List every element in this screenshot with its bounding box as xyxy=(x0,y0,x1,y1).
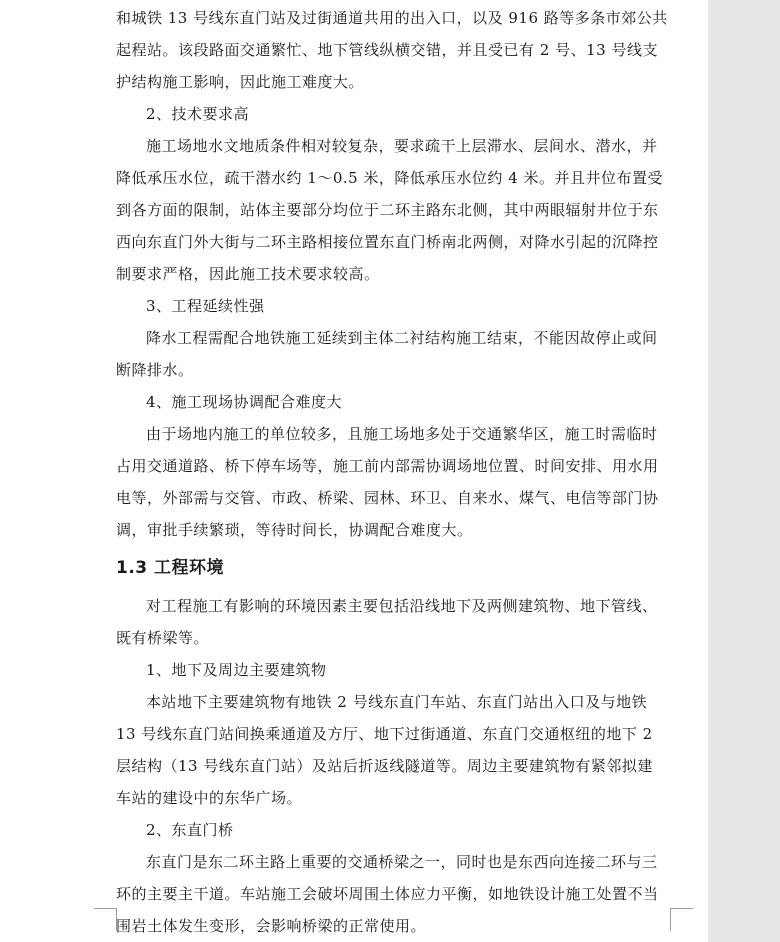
text-line: 对工程施工有影响的环境因素主要包括沿线地下及两侧建筑物、地下管线、 xyxy=(146,597,658,615)
text-line: 层结构（13 号线东直门站）及站后折返线隧道等。周边主要建筑物有紧邻拟建 xyxy=(116,757,653,775)
text-line: 东直门是东二环主路上重要的交通桥梁之一，同时也是东西向连接二环与三 xyxy=(146,853,658,871)
text-line: 车站的建设中的东华广场。 xyxy=(116,789,303,807)
list-heading: 4、施工现场协调配合难度大 xyxy=(146,393,343,411)
list-heading: 1、地下及周边主要建筑物 xyxy=(146,661,327,679)
text-line: 断降排水。 xyxy=(116,361,194,379)
page-gutter xyxy=(708,0,780,942)
text-line: 护结构施工影响，因此施工难度大。 xyxy=(116,73,365,91)
text-line: 降水工程需配合地铁施工延续到主体二衬结构施工结束，不能因故停止或间 xyxy=(146,329,658,347)
text-line: 制要求严格，因此施工技术要求较高。 xyxy=(116,265,380,283)
text-line: 调，审批手续繁琐，等待时间长，协调配合难度大。 xyxy=(116,521,473,539)
text-line: 占用交通道路、桥下停车场等，施工前内部需协调场地位置、时间安排、用水用 xyxy=(116,457,659,475)
text-line: 13 号线东直门站间换乘通道及方厅、地下过街通道、东直门交通枢纽的地下 2 xyxy=(116,725,653,743)
text-line: 由于场地内施工的单位较多，且施工场地多处于交通繁华区，施工时需临时 xyxy=(146,425,658,443)
text-line: 到各方面的限制，站体主要部分均位于二环主路东北侧，其中两眼辐射井位于东 xyxy=(116,201,659,219)
text-line: 既有桥梁等。 xyxy=(116,629,210,647)
text-line: 围岩土体发生变形，会影响桥梁的正常使用。 xyxy=(116,917,427,935)
crop-mark-bottom-right xyxy=(670,908,693,931)
text-line: 本站地下主要建筑物有地铁 2 号线东直门车站、东直门站出入口及与地铁 xyxy=(146,693,648,711)
list-heading: 2、东直门桥 xyxy=(146,821,234,839)
text-line: 起程站。该段路面交通繁忙、地下管线纵横交错，并且受已有 2 号、13 号线支 xyxy=(116,41,658,59)
list-heading: 3、工程延续性强 xyxy=(146,297,265,315)
section-heading: 1.3 工程环境 xyxy=(116,558,225,578)
text-line: 环的主要主干道。车站施工会破坏周围土体应力平衡，如地铁设计施工处置不当 xyxy=(116,885,659,903)
text-line: 降低承压水位，疏干潜水约 1～0.5 米，降低承压水位约 4 米。并且井位布置受 xyxy=(116,169,664,187)
text-line: 和城铁 13 号线东直门站及过街通道共用的出入口，以及 916 路等多条市郊公共 xyxy=(116,9,668,27)
list-heading: 2、技术要求高 xyxy=(146,105,250,123)
text-line: 西向东直门外大街与二环主路相接位置东直门桥南北两侧，对降水引起的沉降控 xyxy=(116,233,659,251)
crop-mark-bottom-left xyxy=(94,908,117,931)
text-line: 施工场地水文地质条件相对较复杂，要求疏干上层滞水、层间水、潜水，并 xyxy=(146,137,658,155)
text-line: 电等，外部需与交管、市政、桥梁、园林、环卫、自来水、煤气、电信等部门协 xyxy=(116,489,659,507)
